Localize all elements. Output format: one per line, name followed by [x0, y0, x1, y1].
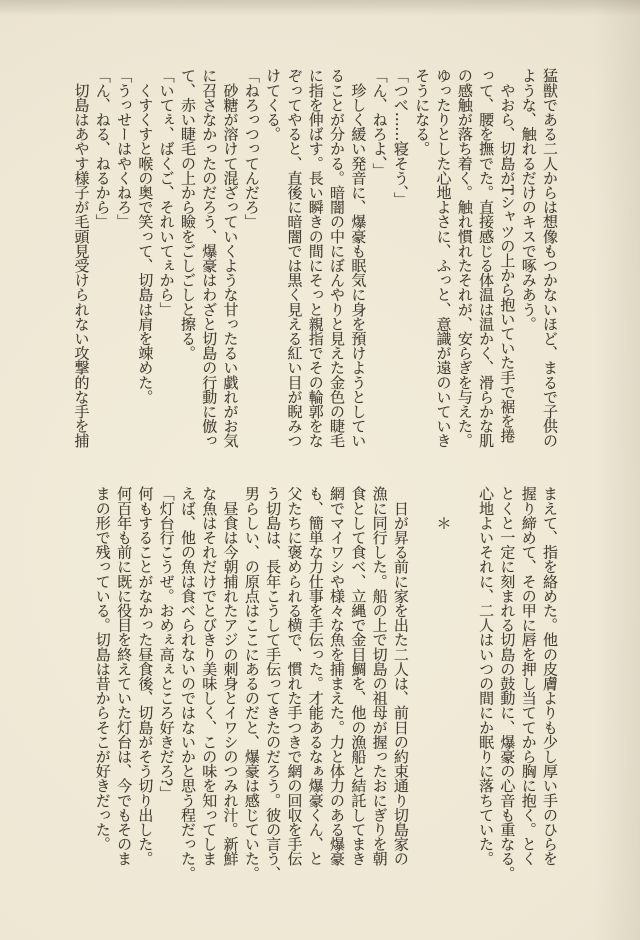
text-column: 日が昇る前に家を出た二人は、前日の約束通り切島家の	[391, 486, 410, 866]
text-column: って、腰を撫でた。直接感じる体温は温かく、滑らかな肌	[477, 68, 496, 448]
text-column: 何百年も前に既に役目を終えていた灯台は、今でもそのま	[115, 486, 134, 866]
text-column: 「ねろっつってんだろ」	[242, 68, 261, 229]
text-column: ような、触れるだけのキスで啄みあう。	[519, 68, 538, 331]
text-column: ることが分かる。暗闇の中にぼんやりと見えた金色の睫毛	[328, 68, 347, 448]
text-column: ゆったりとした心地よさに、ふっと、意識が遠のいていき	[434, 68, 453, 448]
text-column: 握り締めて、その甲に唇を押し当ててから胸に抱く。とく	[519, 486, 538, 866]
text-column: 男らしい、の原点はここにあるのだと、爆豪は感じていた。	[242, 486, 261, 881]
text-column: も、簡単な力仕事を手伝った。才能あるなぁ爆豪くん、と	[306, 486, 325, 866]
text-column: 珍しく緩い発音に、爆豪も眠気に身を預けようとしてい	[349, 68, 368, 448]
text-column: やおら、切島がTシャツの上から抱いていた手で裾を捲	[498, 68, 517, 443]
text-column: とくと一定に刻まれる切島の鼓動に、爆豪の心音も重なる。	[498, 486, 517, 881]
text-column: そうになる。	[413, 68, 432, 156]
text-block-upper	[70, 68, 560, 448]
text-column: けてくる。	[264, 68, 283, 142]
text-column: 漁に同行した。船の上で切島の祖母が握ったおにぎりを朝	[370, 486, 389, 866]
text-column: に召さなかったのだろう、爆豪はわざと切島の行動に倣っ	[200, 68, 219, 448]
text-column: の感触が落ち着く。触れ慣れたそれが、安らぎを与えた。	[455, 68, 474, 448]
text-column: に指を伸ばす。長い瞬きの間にそっと親指でその輪郭をな	[306, 68, 325, 448]
text-column: えば、他の魚は食べられないのではないかと思う程だった。	[178, 486, 197, 881]
text-column: 「ん、ねろよ、」	[370, 68, 389, 178]
text-column: 「うっせーはやくねろ」	[115, 68, 134, 229]
text-column: ぞってやると、直後に暗闇では黒く見える紅い目が睨みつ	[285, 68, 304, 448]
text-column: 父たちに褒められる横で、慣れた手つきで網の回収を手伝	[285, 486, 304, 866]
text-block-lower	[91, 486, 560, 880]
text-column: 砂糖が溶けて混ざっていくような甘ったるい戯れがお気	[221, 68, 240, 448]
text-column: 昼食は今朝捕れたアジの刺身とイワシのつみれ汁。新鮮	[221, 486, 240, 866]
text-column: 何もすることがなかった昼食後、切島がそう切り出した。	[136, 486, 155, 866]
text-column: 食として食べ、立縄で金目鯛を、他の漁船と結託してまき	[349, 486, 368, 866]
text-column: 「つべ……寝そう、」	[391, 68, 410, 207]
text-column: まえて、指を絡めた。他の皮膚よりも少し厚い手のひらを	[541, 486, 559, 866]
text-column: まの形で残っている。切島は昔からそこが好きだった。	[93, 486, 112, 852]
text-column: 「灯台行こうぜ。おめぇ高ぇところ好きだろ?」	[157, 486, 176, 801]
text-column: 猛獣である二人からは想像もつかないほど、まるで子供の	[541, 68, 559, 448]
text-column: な魚はそれだけでとびきり美味しく、この味を知ってしま	[200, 486, 219, 866]
text-column: 心地よいそれに、二人はいつの間にか眠りに落ちていた。	[477, 486, 496, 866]
text-column: 「いてぇ、ばくご、それいてぇから」	[157, 68, 176, 317]
text-column	[411, 486, 432, 880]
text-column	[454, 486, 475, 880]
text-column: 切島はあやす様子が毛頭見受けられない攻撃的な手を捕	[72, 68, 91, 448]
text-column: 網でマイワシや様々な魚を捕まえた。力と体力のある爆豪	[328, 486, 347, 866]
text-column: 「ん、ねる、ねるから」	[93, 68, 112, 229]
text-column: くすくすと喉の奥で笑って、切島は肩を竦めた。	[136, 68, 155, 404]
text-column: て、赤い睫毛の上から瞼をごしごしと擦る。	[178, 68, 197, 361]
text-column: う切島は、長年こうして手伝ってきたのだろう。彼の言う、	[264, 486, 283, 881]
section-break-asterisk: ＊	[434, 486, 453, 530]
